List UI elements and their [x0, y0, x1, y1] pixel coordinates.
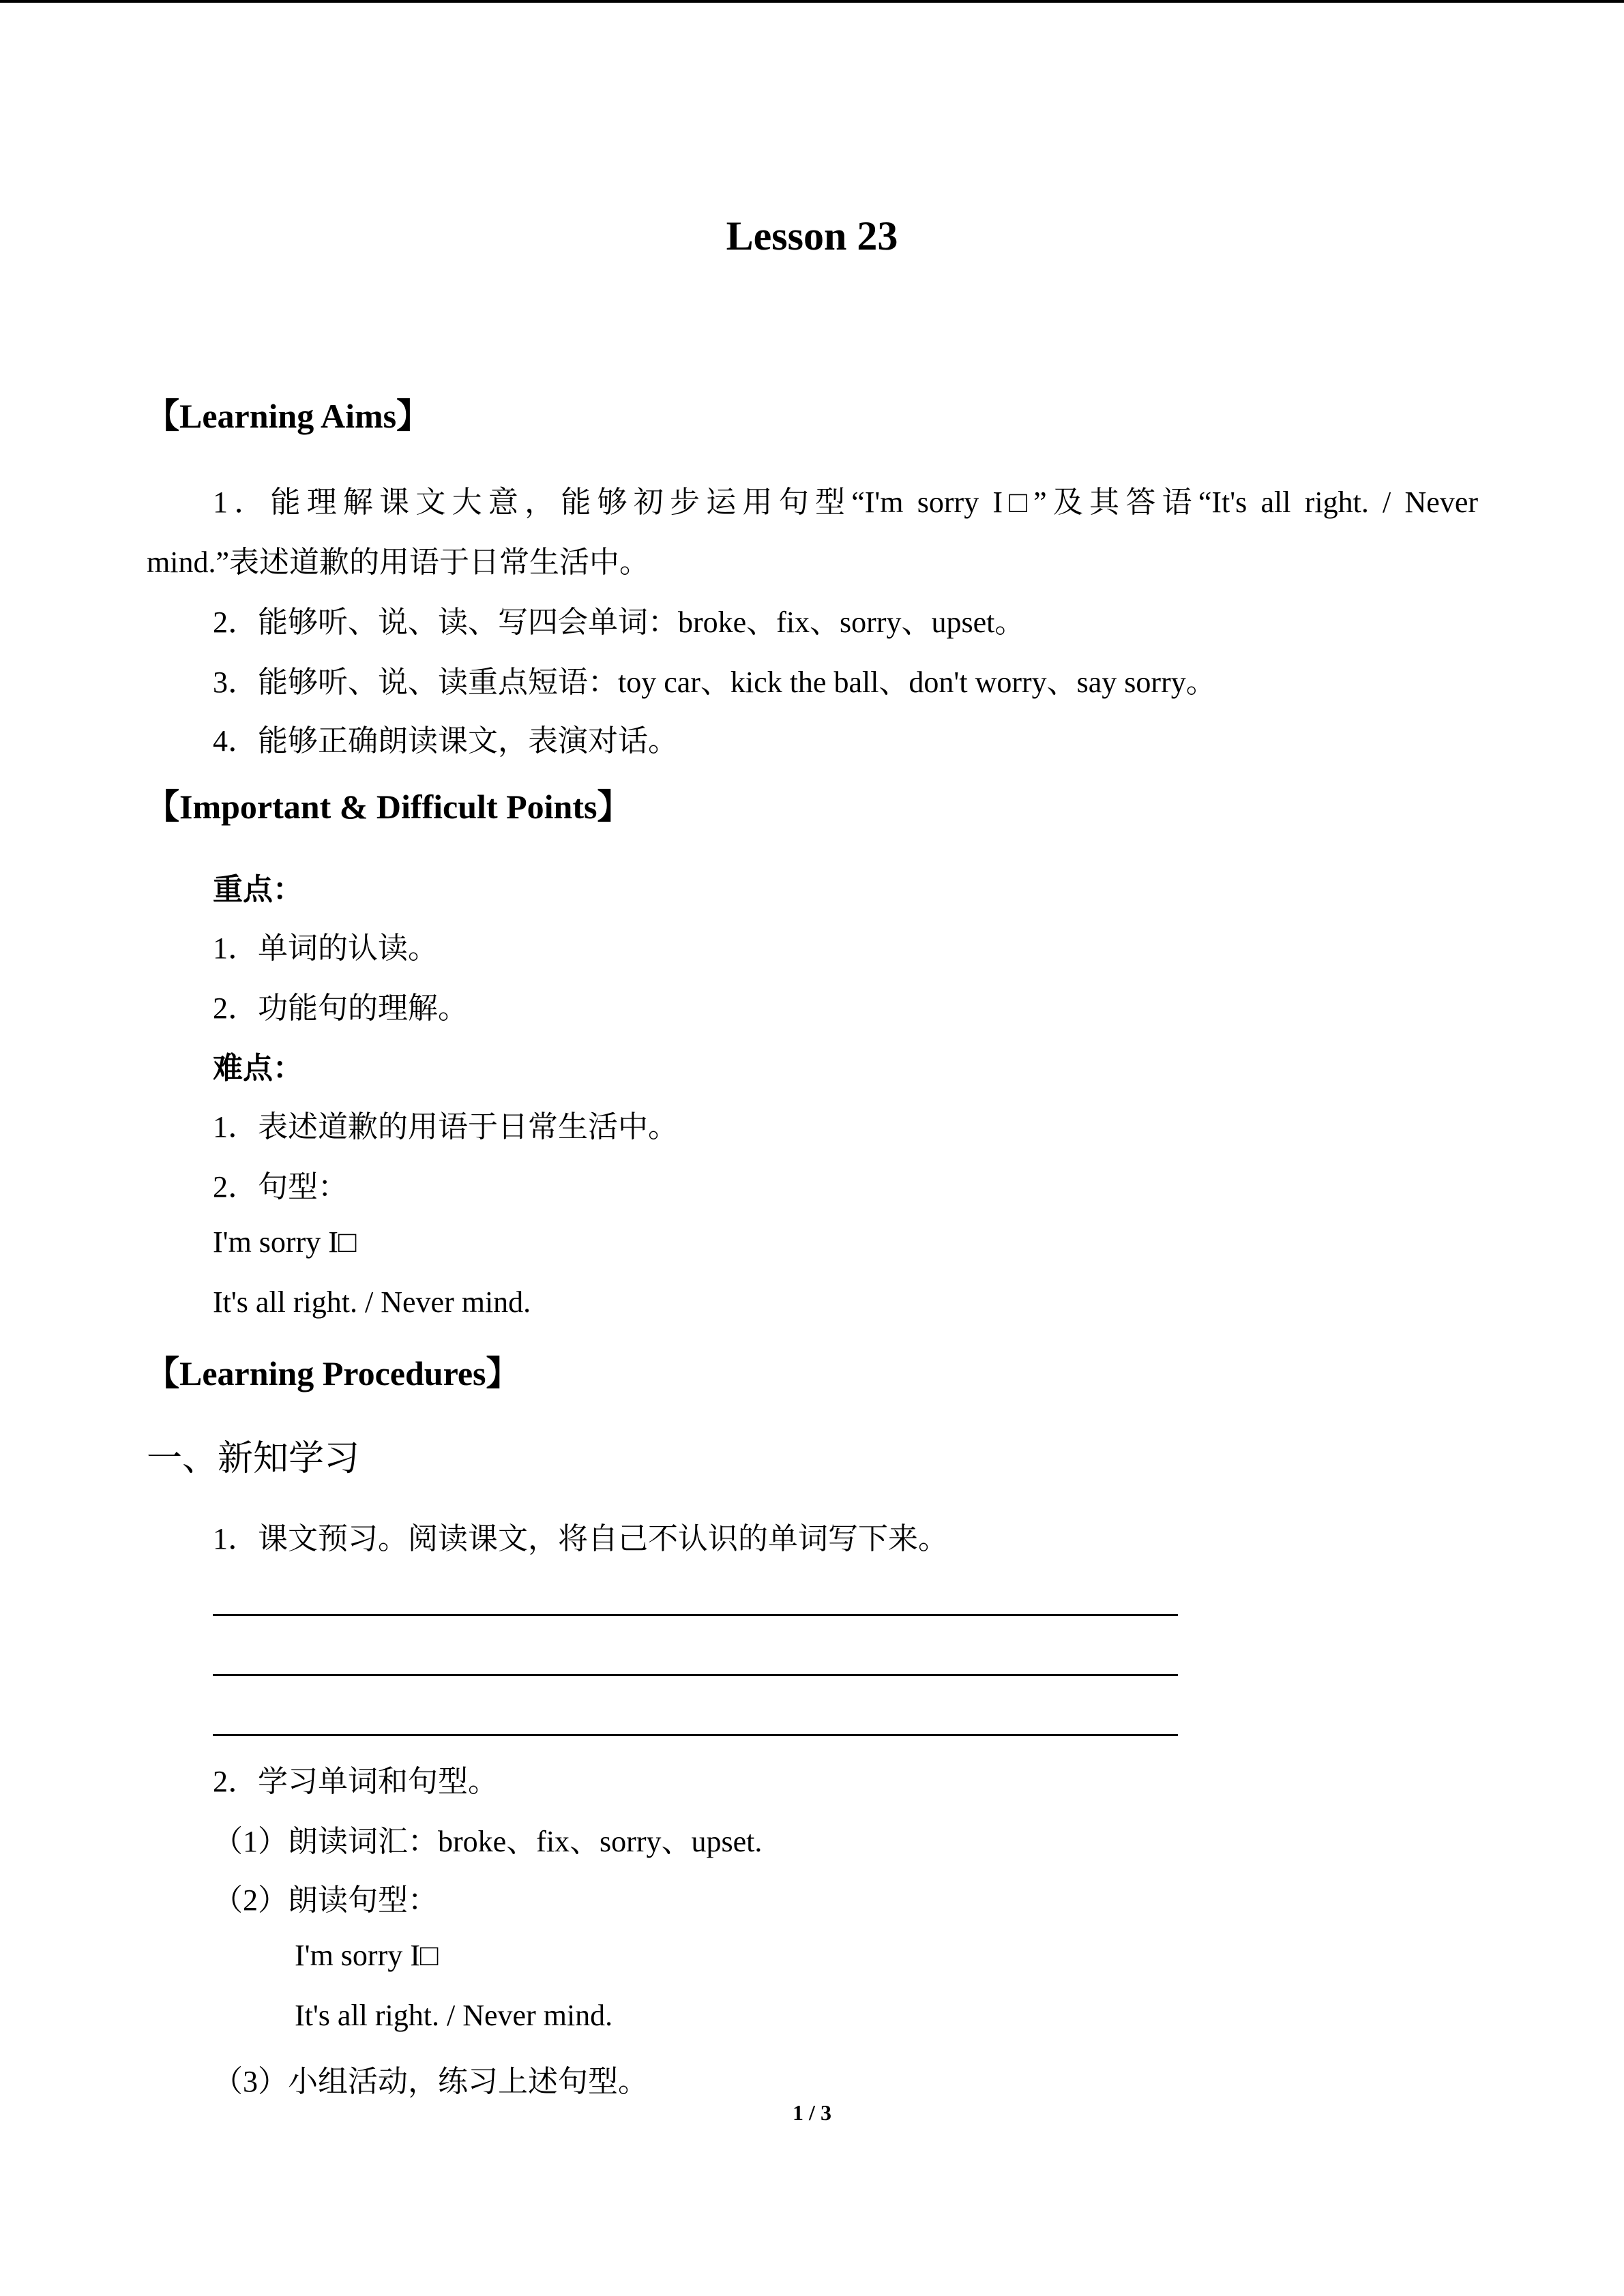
answer-line-2[interactable]	[213, 1674, 1178, 1676]
step-2-study: 2．学习单词和句型。	[213, 1765, 498, 1798]
sub-step-3: （3）小组活动，练习上述句型。	[213, 2065, 648, 2098]
page-top-border	[0, 0, 1624, 3]
aim-item-4: 4．能够正确朗读课文，表演对话。	[213, 724, 678, 758]
part-1-title: 一、新知学习	[147, 1440, 360, 1478]
aim-item-2: 2．能够听、说、读、写四会单词：broke、fix、sorry、upset。	[213, 606, 1025, 639]
points-heading: 【Important & Difficult Points】	[145, 788, 632, 826]
answer-line-3[interactable]	[213, 1734, 1178, 1736]
sub-step-1: （1）朗读词汇：broke、fix、sorry、upset.	[213, 1825, 763, 1858]
aim-item-1: 1．能理解课文大意，能够初步运用句型“I'm sorry I□”及其答语“It's all right. / Never	[213, 486, 1478, 519]
page-title: Lesson 23	[726, 213, 898, 258]
answer-line-1[interactable]	[213, 1614, 1178, 1616]
sentence-pattern-2: It's all right. / Never mind.	[213, 1285, 531, 1319]
sub-step-2: （2）朗读句型：	[213, 1883, 438, 1917]
difficult-point-1: 1．表述道歉的用语于日常生活中。	[213, 1110, 678, 1144]
page-number: 1 / 3	[793, 2100, 831, 2125]
key-point-1: 1．单词的认读。	[213, 931, 438, 965]
difficult-points-label: 难点：	[213, 1052, 303, 1085]
difficult-point-2: 2．句型：	[213, 1170, 348, 1204]
key-points-label: 重点：	[213, 873, 303, 906]
sentence-pattern-1: I'm sorry I□	[213, 1225, 357, 1259]
sub-sentence-1: I'm sorry I□	[295, 1939, 439, 1972]
procedures-heading: 【Learning Procedures】	[145, 1354, 520, 1392]
key-point-2: 2．功能句的理解。	[213, 992, 468, 1025]
aim-item-3: 3．能够听、说、读重点短语：toy car、kick the ball、don't worry、say sorry。	[213, 666, 1216, 699]
learning-aims-heading: 【Learning Aims】	[145, 397, 431, 435]
step-1-preview: 1．课文预习。阅读课文，将自己不认识的单词写下来。	[213, 1522, 948, 1555]
aim-item-1-continued: mind.”表述道歉的用语于日常生活中。	[147, 546, 649, 579]
sub-sentence-2: It's all right. / Never mind.	[295, 1999, 613, 2032]
